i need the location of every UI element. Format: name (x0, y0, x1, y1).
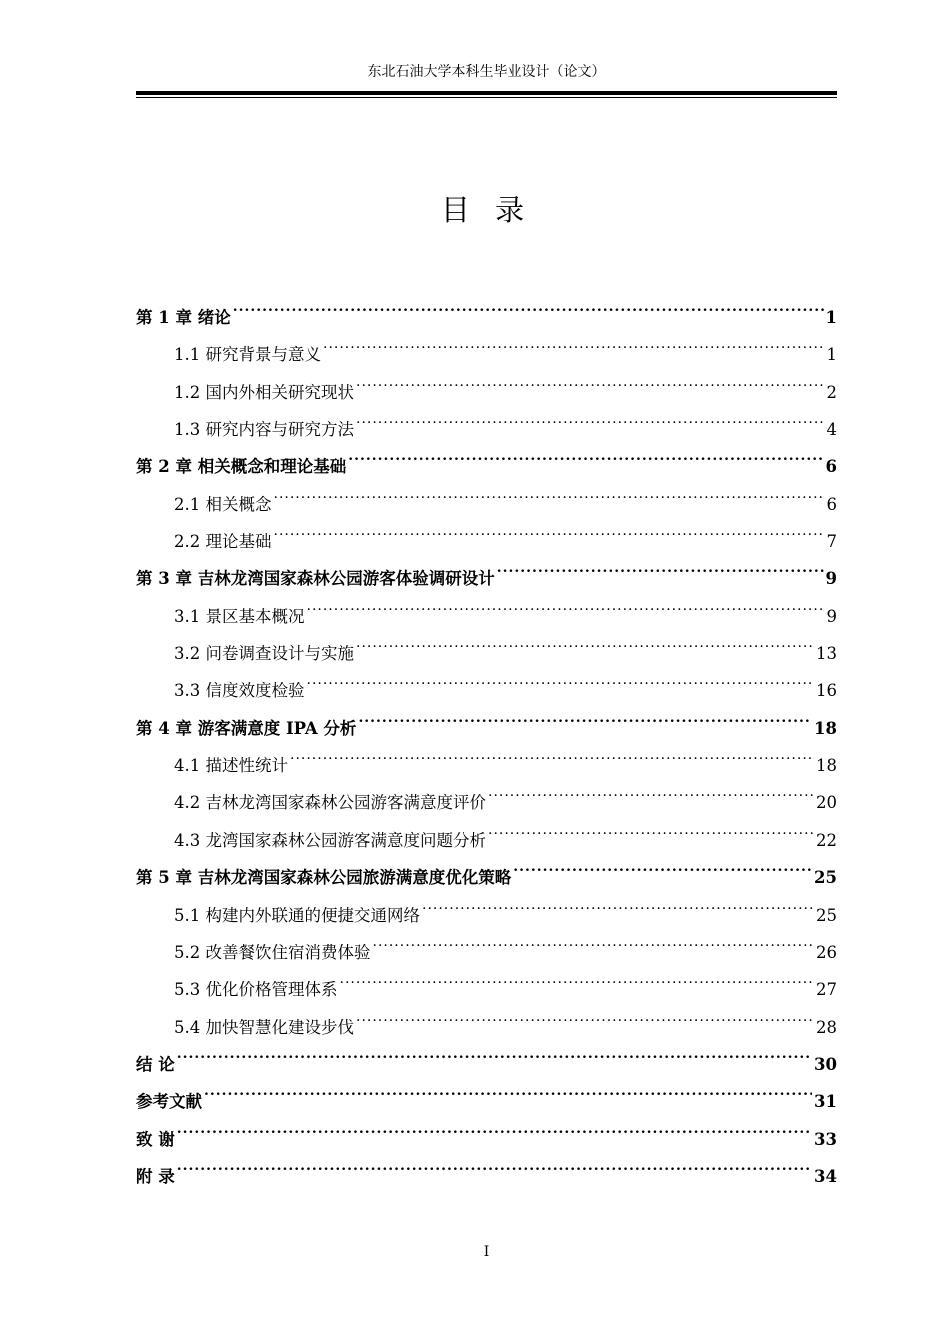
toc-entry-label: 4.3 龙湾国家森林公园游客满意度问题分析 (174, 830, 486, 850)
header-rule-thick (136, 91, 837, 95)
toc-dot-leader (233, 286, 824, 323)
toc-entry-page: 20 (816, 793, 837, 813)
toc-dot-leader (274, 473, 825, 510)
toc-entry-page: 6 (825, 457, 837, 477)
toc-entry-label: 2.2 理论基础 (174, 532, 272, 552)
toc-entry-label: 1.3 研究内容与研究方法 (174, 420, 354, 440)
toc-dot-leader (356, 398, 825, 435)
toc-dot-leader (488, 809, 814, 846)
toc-entry-page: 2 (826, 382, 837, 402)
toc-dot-leader (356, 361, 825, 398)
toc-chapter-entry[interactable] (136, 1070, 837, 1112)
toc-entry-page: 13 (816, 644, 837, 664)
toc-entry-label: 3.3 信度效度检验 (174, 681, 305, 701)
toc-dot-leader (358, 697, 812, 734)
toc-entry-label: 3.2 问卷调查设计与实施 (174, 644, 354, 664)
toc-entry-page: 33 (814, 1129, 837, 1149)
toc-entry-page: 27 (816, 980, 837, 1000)
toc-chapter-entry[interactable] (136, 286, 837, 327)
toc-entry-page: 9 (826, 606, 837, 626)
toc-entry-label: 1.1 研究背景与意义 (174, 345, 321, 365)
toc-entry-label: 附 录 (136, 1166, 175, 1186)
running-header: 东北石油大学本科生毕业设计（论文） (367, 64, 606, 80)
table-of-contents (136, 286, 837, 1186)
toc-entry-page: 1 (825, 308, 837, 327)
toc-section-entry[interactable] (136, 323, 837, 365)
header-rule-thin (136, 97, 837, 98)
toc-dot-leader (204, 1070, 812, 1107)
toc-dot-leader (290, 734, 814, 771)
toc-dot-leader (497, 547, 824, 584)
toc-entry-page: 26 (816, 942, 837, 962)
toc-dot-leader (373, 921, 815, 958)
toc-entry-label: 4.1 描述性统计 (174, 756, 288, 776)
toc-entry-label: 第 1 章 绪论 (136, 308, 231, 327)
toc-entry-page: 16 (816, 681, 837, 701)
toc-dot-leader (340, 958, 815, 995)
toc-entry-page: 34 (814, 1166, 837, 1186)
toc-entry-page: 7 (826, 532, 837, 552)
toc-entry-label: 第 4 章 游客满意度 IPA 分析 (136, 718, 357, 738)
toc-entry-page: 18 (814, 718, 837, 738)
toc-dot-leader (307, 659, 815, 696)
toc-dot-leader (323, 323, 825, 360)
toc-chapter-entry[interactable] (136, 1033, 837, 1074)
toc-entry-page: 28 (816, 1017, 837, 1037)
toc-entry-page: 18 (816, 756, 837, 776)
toc-dot-leader (307, 585, 825, 622)
page-number: I (483, 1244, 490, 1260)
toc-entry-page: 31 (814, 1092, 837, 1112)
toc-entry-label: 5.2 改善餐饮住宿消费体验 (174, 942, 371, 962)
toc-dot-leader (356, 622, 814, 659)
toc-dot-leader (422, 884, 814, 921)
toc-dot-leader (356, 996, 814, 1033)
toc-entry-page: 1 (826, 345, 837, 365)
toc-entry-page: 9 (825, 569, 837, 589)
toc-dot-leader (348, 435, 823, 472)
toc-dot-leader (274, 510, 825, 547)
toc-entry-page: 30 (814, 1054, 837, 1074)
toc-entry-page: 22 (816, 830, 837, 850)
toc-entry-page: 25 (814, 868, 837, 888)
toc-dot-leader (177, 1108, 812, 1145)
toc-dot-leader (177, 1033, 812, 1070)
toc-entry-label: 致 谢 (136, 1129, 175, 1149)
toc-entry-page: 4 (826, 420, 837, 440)
toc-entry-page: 25 (816, 905, 837, 925)
toc-dot-leader (513, 846, 812, 883)
toc-entry-label: 第 2 章 相关概念和理论基础 (136, 457, 347, 477)
toc-entry-label: 2.1 相关概念 (174, 494, 272, 514)
toc-entry-label: 5.4 加快智慧化建设步伐 (174, 1017, 354, 1037)
toc-entry-label: 参考文献 (136, 1092, 202, 1112)
toc-entry-page: 6 (826, 494, 837, 514)
toc-chapter-entry[interactable] (136, 1108, 837, 1149)
toc-entry-label: 5.3 优化价格管理体系 (174, 980, 338, 1000)
toc-entry-label: 3.1 景区基本概况 (174, 606, 305, 626)
toc-entry-label: 5.1 构建内外联通的便捷交通网络 (174, 905, 420, 925)
toc-dot-leader (488, 771, 814, 808)
toc-entry-label: 4.2 吉林龙湾国家森林公园游客满意度评价 (174, 793, 486, 813)
toc-entry-label: 第 5 章 吉林龙湾国家森林公园旅游满意度优化策略 (136, 868, 512, 888)
toc-chapter-entry[interactable] (136, 1145, 837, 1186)
toc-entry-label: 1.2 国内外相关研究现状 (174, 382, 354, 402)
toc-entry-label: 结 论 (136, 1054, 175, 1074)
toc-dot-leader (177, 1145, 812, 1182)
toc-title: 目 录 (440, 193, 533, 227)
toc-entry-label: 第 3 章 吉林龙湾国家森林公园游客体验调研设计 (136, 569, 495, 589)
